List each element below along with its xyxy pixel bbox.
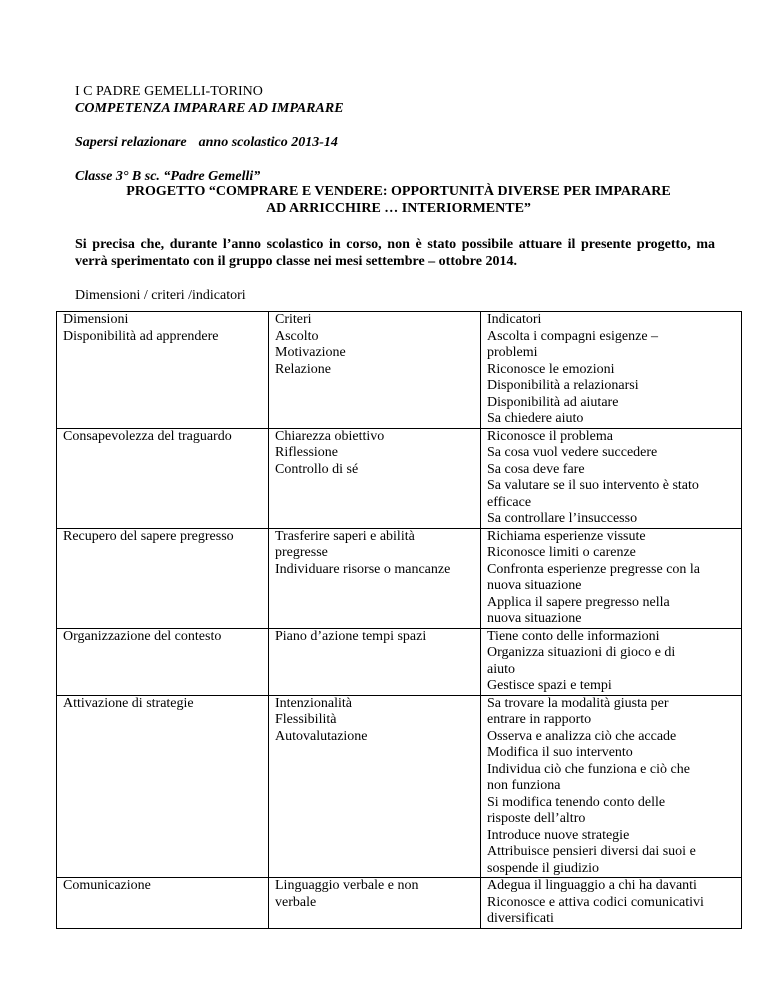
- indicators-line: Disponibilità a relazionarsi: [487, 378, 639, 393]
- indicators-line: nuova situazione: [487, 578, 582, 593]
- indicators-line: Confronta esperienze pregresse con la: [487, 561, 701, 577]
- dimension-line: Recupero del sapere pregresso: [63, 528, 234, 544]
- criteria-cell: [269, 428, 481, 528]
- indicators-line: Tiene conto delle informazioni: [487, 628, 660, 644]
- criteria-line: Linguaggio verbale e non: [275, 878, 419, 893]
- skill-label: Sapersi relazionare: [75, 135, 187, 150]
- dimension-line: Dimensioni: [63, 312, 129, 327]
- dimension-cell: [57, 428, 269, 528]
- dimension-cell: [57, 695, 269, 878]
- indicators-line: Osserva e analizza ciò che accade: [487, 728, 677, 744]
- indicators-line: Riconosce il problema: [487, 428, 613, 444]
- indicators-cell: [481, 312, 742, 429]
- indicators-line: diversificati: [487, 911, 554, 926]
- table-row: [57, 312, 742, 429]
- project-note: Si precisa che, durante l’anno scolastico in corso, non è stato possibile attuare il presente progetto, ma verrà sperimentato con il gruppo classe nei mesi settembre – ottobre 2014.: [75, 237, 715, 269]
- indicators-cell: [481, 428, 742, 528]
- criteria-line: Ascolto: [275, 328, 319, 344]
- criteria-cell: [269, 878, 481, 929]
- table-row: [57, 628, 742, 695]
- criteria-cell: [269, 695, 481, 878]
- indicators-line: Riconosce limiti o carenze: [487, 545, 636, 560]
- indicators-line: Organizza situazioni di gioco e di: [487, 645, 676, 660]
- criteria-line: Chiarezza obiettivo: [275, 428, 385, 444]
- dimension-line: Comunicazione: [63, 878, 151, 893]
- indicators-line: Si modifica tenendo conto delle: [487, 794, 666, 810]
- indicators-line: risposte dell’altro: [487, 811, 586, 826]
- dimension-line: Disponibilità ad apprendere: [63, 328, 219, 344]
- indicators-line: Attribuisce pensieri diversi dai suoi e: [487, 844, 696, 859]
- indicators-line: Sa controllare l’insuccesso: [487, 511, 638, 526]
- indicators-line: Sa cosa vuol vedere succedere: [487, 445, 658, 460]
- indicators-line: non funziona: [487, 778, 561, 793]
- indicators-line: Riconosce e attiva codici comunicativi: [487, 894, 704, 910]
- indicators-line: Introduce nuove strategie: [487, 827, 630, 843]
- indicators-line: Richiama esperienze vissute: [487, 528, 646, 544]
- indicators-line: Sa trovare la modalità giusta per: [487, 695, 669, 711]
- indicators-line: sospende il giudizio: [487, 860, 599, 876]
- criteria-table: [56, 311, 742, 929]
- school-name: I C PADRE GEMELLI-TORINO: [75, 84, 263, 99]
- indicators-line: Individua ciò che funziona e ciò che: [487, 761, 690, 777]
- criteria-line: Trasferire saperi e abilità: [275, 528, 415, 544]
- criteria-cell: [269, 312, 481, 429]
- criteria-cell: [269, 528, 481, 628]
- indicators-cell: [481, 878, 742, 929]
- dimension-cell: [57, 628, 269, 695]
- table-row: [57, 528, 742, 628]
- criteria-line: Relazione: [275, 361, 331, 377]
- skill-line: [75, 134, 338, 151]
- table-row: [57, 428, 742, 528]
- indicators-line: Sa cosa deve fare: [487, 461, 585, 477]
- dimension-cell: [57, 528, 269, 628]
- dimension-line: Consapevolezza del traguardo: [63, 428, 232, 444]
- indicators-cell: [481, 628, 742, 695]
- table-row: [57, 878, 742, 929]
- criteria-line: Individuare risorse o mancanze: [275, 561, 451, 577]
- indicators-cell: [481, 695, 742, 878]
- indicators-line: Modifica il suo intervento: [487, 745, 633, 760]
- class-line: Classe 3° B sc. “Padre Gemelli”: [75, 169, 261, 184]
- project-title-line2: AD ARRICCHIRE … INTERIORMENTE”: [266, 201, 531, 216]
- table-row: [57, 695, 742, 878]
- criteria-line: Flessibilità: [275, 712, 337, 727]
- competence-title: COMPETENZA IMPARARE AD IMPARARE: [75, 101, 344, 116]
- indicators-cell: [481, 528, 742, 628]
- criteria-line: Controllo di sé: [275, 461, 359, 477]
- indicators-line: Riconosce le emozioni: [487, 361, 615, 377]
- section-subtitle: Dimensioni / criteri /indicatori: [75, 288, 246, 303]
- indicators-line: Applica il sapere pregresso nella: [487, 594, 670, 610]
- indicators-line: Sa valutare se il suo intervento è stato: [487, 478, 699, 493]
- criteria-line: Piano d’azione tempi spazi: [275, 628, 427, 644]
- indicators-line: Gestisce spazi e tempi: [487, 678, 612, 693]
- dimension-cell: [57, 878, 269, 929]
- indicators-line: Indicatori: [487, 312, 542, 327]
- criteria-line: verbale: [275, 894, 317, 910]
- indicators-line: Disponibilità ad aiutare: [487, 394, 619, 410]
- criteria-cell: [269, 628, 481, 695]
- dimension-cell: [57, 312, 269, 429]
- indicators-line: nuova situazione: [487, 611, 582, 626]
- indicators-line: entrare in rapporto: [487, 712, 592, 727]
- indicators-line: Adegua il linguaggio a chi ha davanti: [487, 878, 697, 893]
- project-title-line1: PROGETTO “COMPRARE E VENDERE: OPPORTUNITÀ DIVERSE PER IMPARARE: [126, 184, 671, 199]
- indicators-line: efficace: [487, 494, 532, 510]
- criteria-line: Motivazione: [275, 345, 346, 360]
- criteria-line: pregresse: [275, 545, 328, 560]
- school-year: anno scolastico 2013-14: [198, 135, 338, 150]
- dimension-line: Organizzazione del contesto: [63, 628, 222, 644]
- indicators-line: Sa chiedere aiuto: [487, 411, 584, 426]
- indicators-line: Ascolta i compagni esigenze –: [487, 328, 659, 344]
- criteria-line: Intenzionalità: [275, 695, 352, 711]
- criteria-line: Criteri: [275, 312, 312, 327]
- indicators-line: problemi: [487, 345, 538, 360]
- indicators-line: aiuto: [487, 661, 515, 677]
- dimension-line: Attivazione di strategie: [63, 695, 194, 711]
- criteria-line: Riflessione: [275, 445, 338, 460]
- criteria-line: Autovalutazione: [275, 728, 368, 744]
